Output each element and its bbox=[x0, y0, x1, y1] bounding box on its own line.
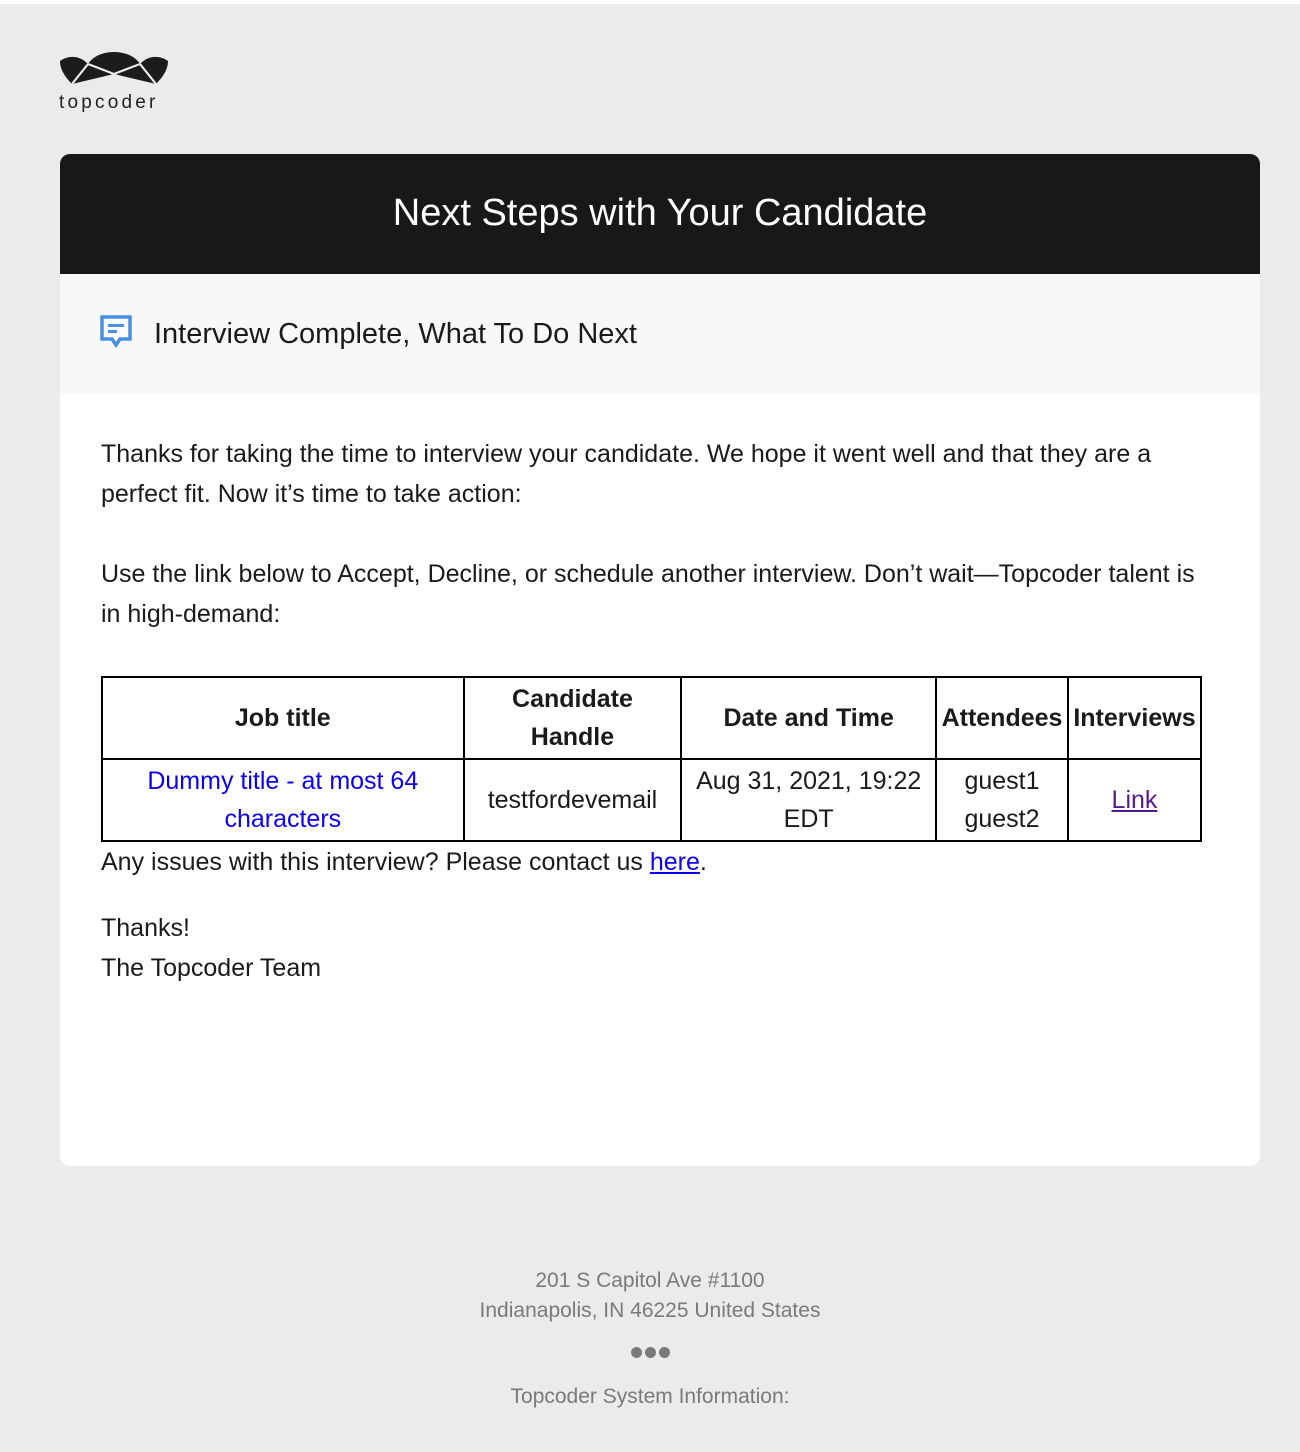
logo-text: topcoder bbox=[59, 92, 159, 113]
header-date-time: Date and Time bbox=[681, 677, 936, 759]
interviews-link[interactable]: Link bbox=[1111, 786, 1158, 814]
action-paragraph: Use the link below to Accept, Decline, or schedule another interview. Don’t wait—Topcoder talent is in high-demand: bbox=[101, 560, 1195, 628]
address-line2: Indianapolis, IN 46225 United States bbox=[479, 1299, 821, 1322]
intro-paragraph: Thanks for taking the time to interview your candidate. We hope it went well and that they are a perfect fit. Now it’s time to take action: bbox=[101, 440, 1152, 508]
contact-suffix: . bbox=[699, 848, 707, 876]
topcoder-arch-logo-icon bbox=[58, 44, 170, 88]
email-footer bbox=[0, 1266, 1300, 1412]
thanks-text: Thanks! bbox=[101, 914, 190, 942]
system-information-label: Topcoder System Information: bbox=[510, 1385, 790, 1408]
contact-text: Any issues with this interview? Please contact us bbox=[101, 848, 650, 876]
dots-separator-icon bbox=[0, 1346, 1300, 1358]
header-interviews: Interviews bbox=[1068, 677, 1201, 759]
email-header bbox=[60, 154, 1260, 274]
header-attendees: Attendees bbox=[936, 677, 1068, 759]
table-row bbox=[102, 759, 1201, 841]
signoff bbox=[101, 908, 1219, 988]
cell-interviews bbox=[1068, 759, 1201, 841]
topcoder-logo[interactable] bbox=[58, 44, 172, 118]
contact-paragraph bbox=[101, 842, 1219, 882]
cell-job-title bbox=[102, 759, 464, 841]
team-signature: The Topcoder Team bbox=[101, 954, 322, 982]
date-time-line1: Aug 31, 2021, 19:22 bbox=[696, 767, 922, 795]
attendee: guest2 bbox=[964, 805, 1040, 833]
attendee: guest1 bbox=[964, 767, 1040, 795]
email-body bbox=[60, 394, 1260, 988]
date-time-line2: EDT bbox=[783, 805, 834, 833]
job-title-text: Dummy title - at most 64 characters bbox=[147, 767, 419, 833]
email-card bbox=[60, 154, 1260, 1166]
header-job-title: Job title bbox=[102, 677, 464, 759]
header-candidate-handle-text: Candidate Handle bbox=[512, 685, 633, 751]
cell-candidate-handle: testfordevemail bbox=[464, 759, 682, 841]
address-line1: 201 S Capitol Ave #1100 bbox=[535, 1269, 765, 1292]
section-title: Interview Complete, What To Do Next bbox=[154, 317, 637, 350]
cell-attendees bbox=[936, 759, 1068, 841]
header-candidate-handle bbox=[464, 677, 682, 759]
email-title: Next Steps with Your Candidate bbox=[392, 191, 928, 234]
job-title-link[interactable] bbox=[133, 767, 433, 833]
section-header bbox=[60, 274, 1260, 394]
cell-date-time bbox=[681, 759, 936, 841]
contact-here-link[interactable]: here bbox=[649, 848, 700, 876]
table-header-row bbox=[102, 677, 1201, 759]
chat-message-icon bbox=[100, 315, 132, 349]
interview-table bbox=[101, 676, 1202, 842]
